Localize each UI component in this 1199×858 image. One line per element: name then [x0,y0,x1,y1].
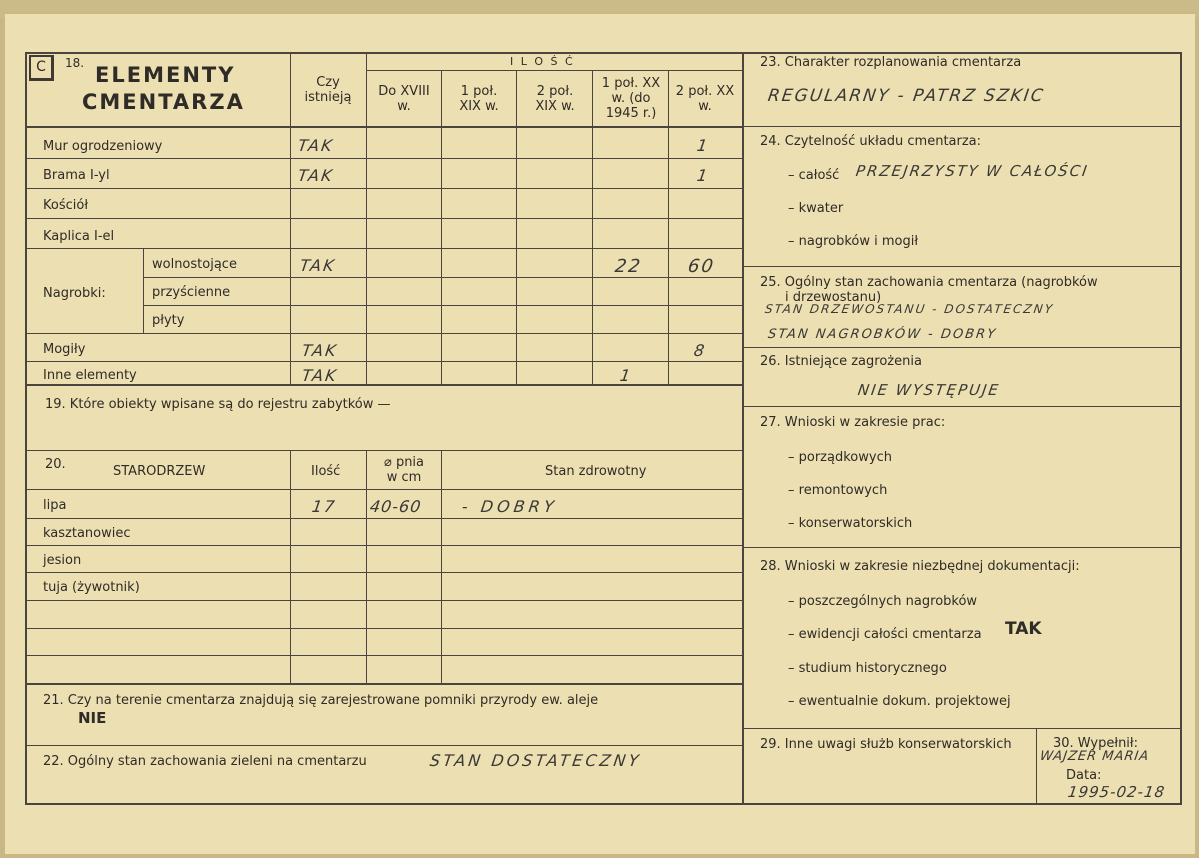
rule [25,683,743,685]
q22-answer: STAN DOSTATECZNY [428,751,643,770]
col-header-ilosc: I L O Ś Ć [510,55,575,68]
middle-divider [742,52,744,805]
q26-label: 26. Istniejące zagrożenia [760,354,922,369]
rule [25,126,743,128]
row-group-nagrobki: Nagrobki: [43,286,106,301]
rule [742,347,1182,348]
q27-label: 27. Wnioski w zakresie prac: [760,415,946,430]
row-label-przyscienne: przyścienne [152,285,231,300]
rule [25,158,743,159]
rule [25,545,743,546]
row-label-mogily: Mogiły [43,342,86,357]
rule [1036,728,1037,804]
rule [25,248,743,249]
section-18-title-line2: CMENTARZA [82,90,245,114]
qty-inne-xx1: 1 [618,366,634,385]
q25-label-2: i drzewostanu) [785,290,882,305]
rule [25,333,743,334]
section-letter: C [36,59,46,75]
rule [742,266,1182,267]
rule [143,277,743,278]
q25-answer-1: STAN DRZEWOSTANU - DOSTATECZNY [764,302,1055,316]
tree-name-jesion: jesion [43,553,82,568]
rule [25,384,743,386]
q26-answer: NIE WYSTĘPUJE [856,381,1002,399]
q28-item-studium: – studium historycznego [788,661,947,676]
rule [25,450,743,451]
top-border [25,52,1182,54]
q24-nagrobkow: – nagrobków i mogił [788,234,919,249]
q24-kwater: – kwater [788,201,844,216]
row-label-brama: Brama I-yl [43,168,110,183]
rule [441,450,442,684]
row-label-kaplica: Kaplica I-el [43,229,115,244]
q28-label: 28. Wnioski w zakresie niezbędnej dokumentacji: [760,559,1080,574]
q30-date: 1995-02-18 [1066,783,1167,801]
section-18-title-line1: ELEMENTY [95,63,236,87]
col-header-xviii: Do XVIII w. [378,84,430,114]
rule [366,70,743,71]
q27-item-remontowych: – remontowych [788,483,888,498]
row-label-inne: Inne elementy [43,368,137,383]
qty-wolnostojace-xx1: 22 [613,256,644,277]
q30-date-label: Data: [1066,768,1102,783]
q29-label: 29. Inne uwagi służb konserwatorskich [760,737,1012,752]
q23-label: 23. Charakter rozplanowania cmentarza [760,55,1022,70]
q28-ewidencja-answer: TAK [1005,619,1042,639]
rule [25,518,743,519]
q20-col-diam-unit: w cm [386,470,422,485]
left-border [25,52,27,805]
q27-item-konserwatorskich: – konserwatorskich [788,516,913,531]
q24-total-answer: PRZEJRZYSTY W CAŁOŚCI [854,162,1090,180]
col-header-exists: Czy istnieją [304,75,352,105]
q27-item-porzadkowych: – porządkowych [788,450,892,465]
row-label-mur: Mur ogrodzeniowy [43,139,163,154]
q22-label: 22. Ogólny stan zachowania zieleni na cmentarzu [43,754,367,769]
rule [25,218,743,219]
qty-brama-xx2: 1 [695,166,711,185]
rule [25,628,743,629]
q20-col-diam: ⌀ pnia [383,455,425,470]
q20-title: STARODRZEW [113,464,206,479]
rule [742,728,1182,729]
rule [25,600,743,601]
rule [25,361,743,362]
tree-name-lipa: lipa [43,498,67,513]
q20-col-qty: Ilość [311,464,341,479]
q25-label: 25. Ogólny stan zachowania cmentarza (nagrobków [760,275,1098,290]
rule [143,248,144,333]
tree-name-kasztanowiec: kasztanowiec [43,526,131,541]
rule [25,572,743,573]
row-label-wolnostojace: wolnostojące [152,257,237,272]
q21-label: 21. Czy na terenie cmentarza znajdują się zarejestrowane pomniki przyrody ew. aleje [43,693,599,708]
exists-wolnostojace: TAK [298,256,338,275]
qty-mur-xx2: 1 [695,136,711,155]
qty-wolnostojace-xx2: 60 [686,256,717,277]
exists-inne: TAK [300,366,340,385]
tree-diam-lipa: 40-60 [368,497,423,516]
section-18-number: 18. [65,56,85,70]
tree-qty-lipa: 17 [310,497,338,516]
rule [441,70,442,384]
col-header-xx-2: 2 poł. XX w. [675,84,735,114]
row-label-plyty: płyty [152,313,185,328]
rule [25,489,743,490]
rule [25,745,743,746]
section-letter-box [29,55,54,81]
qty-mogily-xx2: 8 [692,341,708,360]
q19-label: 19. Które obiekty wpisane są do rejestru zabytków — [45,397,391,412]
exists-mogily: TAK [300,341,340,360]
rule [290,450,291,684]
rule [742,406,1182,407]
row-label-kosciol: Kościół [43,198,89,213]
q28-item-projektowej: – ewentualnie dokum. projektowej [788,694,1011,709]
rule [366,450,367,684]
q24-label: 24. Czytelność układu cmentarza: [760,134,982,149]
col-header-xix-1: 1 poł. XIX w. [459,84,499,114]
tree-name-tuja: tuja (żywotnik) [43,580,140,595]
right-border [1180,52,1182,805]
exists-brama: TAK [296,166,336,185]
q28-item-nagrobkow: – poszczególnych nagrobków [788,594,978,609]
rule [742,547,1182,548]
q30-name: WAJZER MARIA [1038,749,1151,764]
q20-col-health: Stan zdrowotny [545,464,647,479]
rule [143,305,743,306]
q20-number: 20. [45,457,66,472]
rule [25,655,743,656]
q21-answer: NIE [78,709,107,727]
q25-answer-2: STAN NAGROBKÓW - DOBRY [766,327,999,342]
q30-label: 30. Wypełnił: [1053,736,1138,751]
col-header-xx-1: 1 poł. XX w. (do 1945 r.) [601,76,661,121]
col-header-xix-2: 2 poł. XIX w. [535,84,575,114]
q28-item-ewidencji: – ewidencji całości cmentarza [788,627,982,642]
bottom-border [25,803,1182,805]
rule [742,126,1182,127]
exists-mur: TAK [296,136,336,155]
q23-answer: REGULARNY - PATRZ SZKIC [766,86,1047,106]
tree-health-lipa: - DOBRY [460,497,559,516]
rule [516,70,517,384]
rule [25,188,743,189]
q24-total-label: – całość [788,168,840,183]
